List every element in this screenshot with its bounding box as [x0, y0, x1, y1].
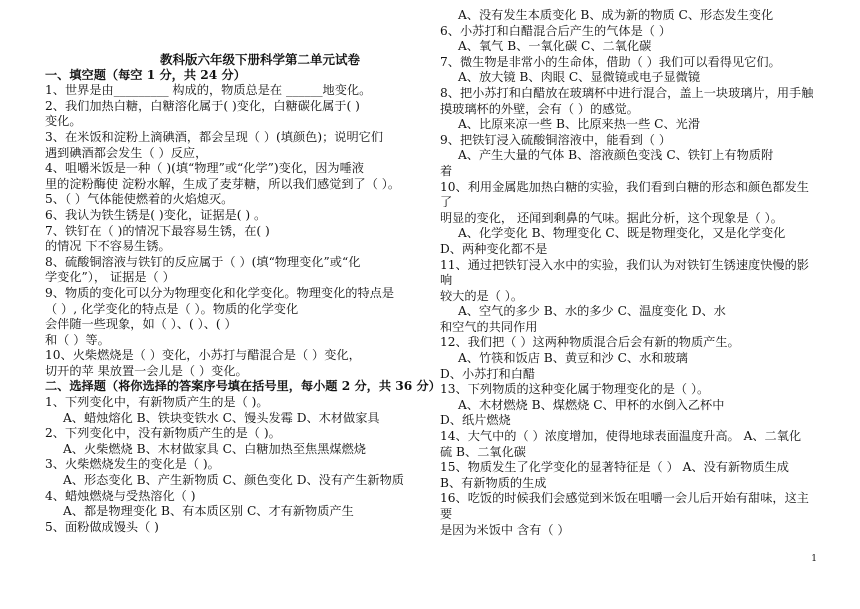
text-line: 13、下列物质的这种变化属于物理变化的是（ ）。 — [440, 382, 710, 397]
text-line: 4、蜡烛燃烧与受热溶化（ ) — [45, 488, 196, 503]
text-line: A、产生大量的气体 B、溶液颜色变浅 C、铁钉上有物质附 — [458, 148, 774, 163]
text-line: 明显的变化， 还闻到剩鼻的气味。据此分析，这个现象是（ ）。 — [440, 210, 783, 225]
text-line: A、放大镜 B、肉眼 C、显微镜或电子显微镜 — [458, 70, 701, 85]
text-line: 11、通过把铁钉浸入水中的实验，我们认为对铁钉生锈速度快慢的影响 — [440, 257, 809, 288]
text-line: 7、微生物是非常小的生命体，借助（ ）我们可以看得见它们。 — [440, 54, 781, 69]
text-line: 5、（ ）气体能使燃着的火焰熄灭。 — [45, 192, 234, 207]
left-lines — [45, 68, 445, 536]
text-line: D、两种变化都不是 — [440, 241, 548, 256]
text-line: A、都是物理变化 B、有本质区别 C、才有新物质产生 — [63, 504, 354, 519]
text-line: 3、火柴燃烧发生的变化是（ )。 — [45, 457, 220, 472]
text-line: 2、下列变化中，没有新物质产生的是（ )。 — [45, 426, 281, 441]
text-line: 12、我们把（ ）这两种物质混合后会有新的物质产生。 — [440, 335, 740, 350]
text-line: A、火柴燃烧 B、木材做家具 C、白糖加热至焦黑煤燃烧 — [63, 441, 366, 456]
text-line: 8、硫酸铜溶液与铁钉的反应属于（ ）(填“物理变化”或“化 — [45, 254, 361, 269]
text-line: 9、物质的变化可以分为物理变化和化学变化。物理变化的特点是 — [45, 285, 395, 300]
text-line: 16、吃饭的时候我们会感觉到米饭在咀嚼一会儿后开始有甜味，这主要 — [440, 491, 809, 521]
text-line: A、氧气 B、一氧化碳 C、二氧化碳 — [458, 39, 652, 54]
text-line: A、蜡烛熔化 B、铁块变铁水 C、馒头发霉 D、木材做家具 — [63, 410, 380, 425]
text-line: 14、大气中的（ ）浓度增加，使得地球表面温度升高。 A、二氧化 — [440, 429, 802, 444]
text-line: 着 — [440, 163, 453, 178]
text-line: 8、把小苏打和白醋放在玻璃杯中进行混合，盖上一块玻璃片，用手触 — [440, 85, 814, 100]
section-heading: 二、选择题（将你选择的答案序号填在括号里，每小题 2 分，共 36 分） — [45, 379, 441, 394]
text-line: （ ）, 化学变化的特点是（ ）。物质的化学变化 — [45, 301, 299, 316]
text-line: 里的淀粉酶使 淀粉水解，生成了麦芽糖，所以我们感觉到了（ ）。 — [45, 176, 401, 191]
text-line: 2、我们加热白糖，白糖溶化属于( )变化，白糖碳化属于( ) — [45, 98, 360, 113]
text-line: 和空气的共同作用 — [440, 319, 538, 334]
text-line: 和（ ）等。 — [45, 332, 110, 347]
text-line: 15、物质发生了化学变化的显著特征是（ ） A、没有新物质生成 — [440, 460, 789, 475]
text-line: 的情况 下不容易生锈。 — [45, 239, 171, 254]
text-line: 变化。 — [45, 114, 82, 129]
text-line: 5、面粉做成馒头（ ) — [45, 519, 159, 534]
text-line: A、形态变化 B、产生新物质 C、颜色变化 D、没有产生新物质 — [63, 473, 404, 488]
text-line: 1、世界是由_________ 构成的，物质总是在 ______地变化。 — [45, 83, 372, 98]
text-line: A、竹筷和饭店 B、黄豆和沙 C、水和玻璃 — [458, 351, 688, 366]
text-line: 学变化”）， 证据是（ ） — [45, 270, 175, 285]
right-lines — [440, 8, 818, 538]
text-line: 1、下列变化中，有新物质产生的是（ )。 — [45, 395, 269, 410]
text-line: D、纸片燃烧 — [440, 413, 511, 428]
text-line: 遇到碘酒都会发生（ ）反应， — [45, 145, 208, 160]
text-line: A、化学变化 B、物理变化 C、既是物理变化，又是化学变化 — [458, 226, 786, 241]
text-line: A、空气的多少 B、水的多少 C、温度变化 D、水 — [458, 304, 726, 319]
text-line: 10、利用金属匙加热白糖的实验，我们看到白糖的形态和颜色都发生了 — [440, 179, 809, 210]
text-line: A、没有发生本质变化 B、成为新的物质 C、形态发生变化 — [458, 8, 774, 22]
text-line: 6、小苏打和白醋混合后产生的气体是（ ） — [440, 23, 672, 38]
text-line: 10、火柴燃烧是（ ）变化，小苏打与醋混合是（ ）变化， — [45, 348, 361, 363]
text-line: 摸玻璃杯的外壁，会有（ ）的感觉。 — [440, 101, 639, 116]
section-heading: 一、填空题（每空 1 分，共 24 分） — [45, 67, 246, 82]
text-line: 会伴随一些现象，如（ ）、( ）、( ） — [45, 317, 237, 332]
text-line: 硫 B、二氧化碳 — [440, 444, 526, 459]
text-line: 切开的苹 果放置一会儿是（ ）变化。 — [45, 363, 248, 378]
text-line: 9、把铁钉浸入硫酸铜溶液中，能看到（ ） — [440, 132, 672, 147]
text-line: A、木材燃烧 B、煤燃烧 C、甲杯的水倒入乙杯中 — [458, 397, 725, 412]
right-column — [440, 8, 818, 538]
text-line: 4、咀嚼米饭是一种（ )(填“物理”或“化学”)变化，因为唾液 — [45, 161, 364, 176]
page-number: 1 — [811, 554, 817, 564]
text-line: D、小苏打和白醋 — [440, 366, 536, 381]
text-line: 6、我认为铁生锈是( )变化，证据是( ) 。 — [45, 207, 267, 222]
text-line: B、有新物质的生成 — [440, 475, 547, 490]
text-line: 是因为米饭中 含有（ ） — [440, 522, 570, 537]
text-line: A、比原来凉一些 B、比原来热一些 C、光滑 — [458, 117, 701, 132]
left-column — [45, 8, 445, 535]
exam-title: 教科版六年级下册科学第二单元试卷 — [159, 52, 360, 67]
text-line: 较大的是（ ）。 — [440, 288, 524, 303]
text-line: 3、在米饭和淀粉上滴碘酒，都会呈现（ ）(填颜色)；说明它们 — [45, 129, 384, 144]
text-line: 7、铁钉在（ )的情况下最容易生锈，在( ) — [45, 223, 270, 238]
